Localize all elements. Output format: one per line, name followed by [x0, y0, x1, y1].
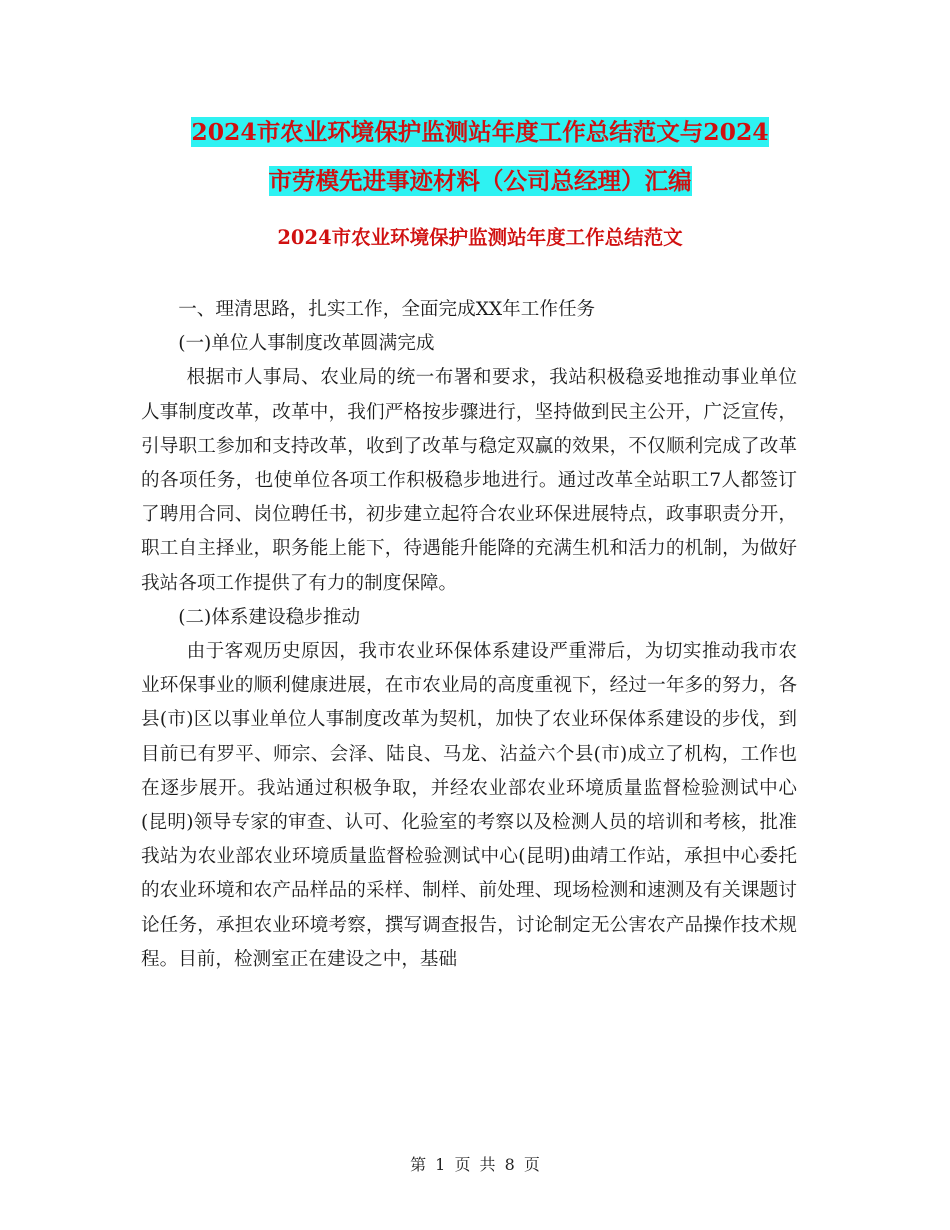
page-footer: 第 1 页 共 8 页	[410, 1155, 540, 1174]
document-title-line2: 市劳模先进事迹材料（公司总经理）汇编	[268, 167, 692, 195]
subheading-1: (一)单位人事制度改革圆满完成	[178, 333, 435, 355]
document-body	[141, 293, 797, 977]
heading-1: 一、理清思路，扎实工作，全面完成XX年工作任务	[178, 299, 596, 320]
document-title-line1: 2024市农业环境保护监测站年度工作总结范文与2024	[191, 118, 769, 146]
section-title: 2024市农业环境保护监测站年度工作总结范文	[277, 226, 683, 249]
paragraph-2: 由于客观历史原因，我市农业环保体系建设严重滞后，为切实推动我市农业环保事业的顺利健康进展，在市农业局的高度重视下，经过一年多的努力，各县(市)区以事业单位人事制度改革为契机，加快了农业环保体系建设的步伐，到目前已有罗平、师宗、会泽、陆良、马龙、沾益六个县(市)成立了机构，工作也在逐步展开。我站通过积极争取，并经农业部农业环境质量监督检验测试中心(昆明)领导专家的审查、认可、化验室的考察以及检测人员的培训和考核，批准我站为农业部农业环境质量监督检验测试中心(昆明)曲靖工作站，承担中心委托的农业环境和农产品样品的采样、制样、前处理、现场检测和速测及有关课题讨论任务，承担农业环境考察，撰写调查报告，讨论制定无公害农产品操作技术规程。目前，检测室正在建设之中，基础	[141, 641, 797, 970]
document-title	[140, 108, 820, 206]
subheading-2: (二)体系建设稳步推动	[178, 606, 361, 628]
paragraph-1: 根据市人事局、农业局的统一布署和要求，我站积极稳妥地推动事业单位人事制度改革，改革中，我们严格按步骤进行，坚持做到民主公开，广泛宣传，引导职工参加和支持改革，收到了改革与稳定双赢的效果，不仅顺利完成了改革的各项任务，也使单位各项工作积极稳步地进行。通过改革全站职工7人都签订了聘用合同、岗位聘任书，初步建立起符合农业环保进展特点，政事职责分开，职工自主择业，职务能上能下，待遇能升能降的充满生机和活力的机制，为做好我站各项工作提供了有力的制度保障。	[141, 367, 797, 594]
